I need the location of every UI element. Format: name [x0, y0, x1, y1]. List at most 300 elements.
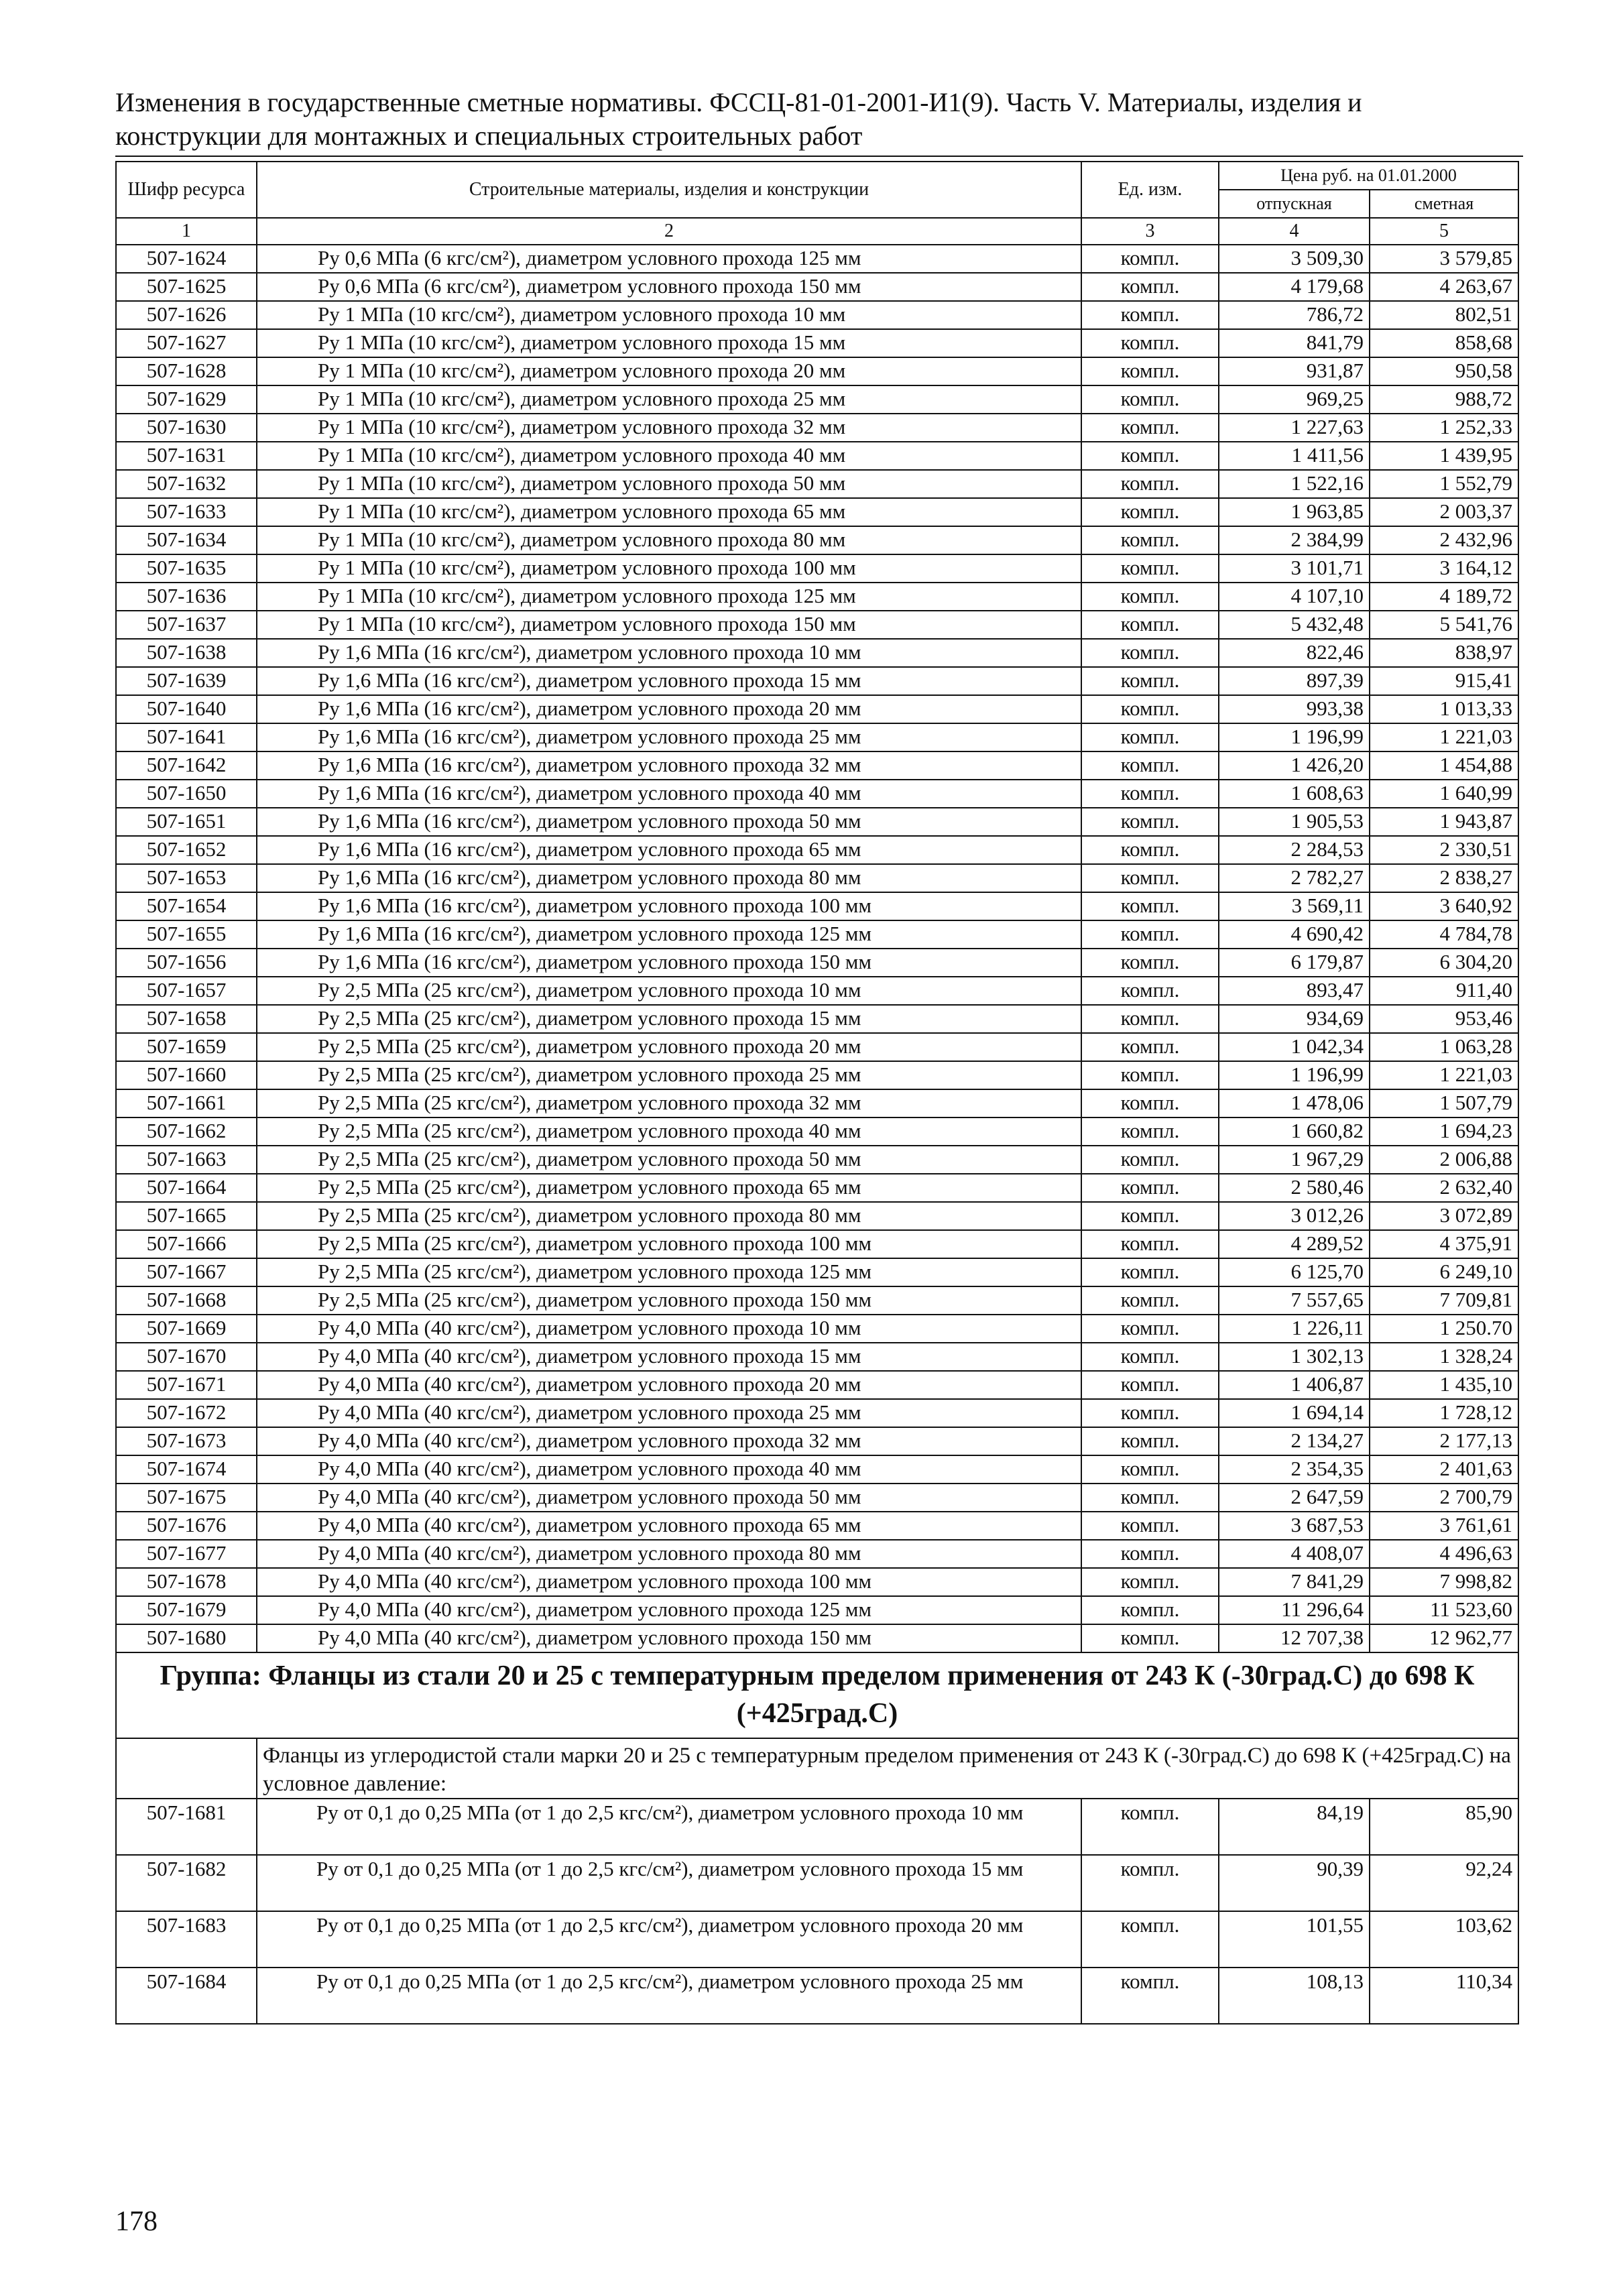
table-row	[116, 751, 1518, 780]
release-price: 934,69	[1219, 1005, 1370, 1033]
unit: компл.	[1081, 1484, 1219, 1512]
table-row	[116, 639, 1518, 667]
estimate-price: 110,34	[1370, 1968, 1518, 2024]
unit: компл.	[1081, 695, 1219, 723]
table-row	[116, 385, 1518, 414]
resource-code: 507-1669	[116, 1315, 257, 1343]
subgroup-title: Фланцы из углеродистой стали марки 20 и 25 с температурным пределом применения от 243 К (-30град.С) до 698 К (+425град.С) на условное давление:	[257, 1738, 1518, 1799]
table-row	[116, 1855, 1518, 1911]
estimate-price: 2 401,63	[1370, 1455, 1518, 1484]
material-name: Ру 1 МПа (10 кгс/см²), диаметром условного прохода 20 мм	[257, 357, 1081, 385]
header-release-price: отпускная	[1219, 190, 1370, 218]
header-line-2: конструкции для монтажных и специальных строительных работ	[115, 121, 863, 151]
material-name: Ру 1,6 МПа (16 кгс/см²), диаметром условного прохода 80 мм	[257, 864, 1081, 892]
estimate-price: 3 761,61	[1370, 1512, 1518, 1540]
resource-code: 507-1672	[116, 1399, 257, 1427]
resource-code: 507-1660	[116, 1061, 257, 1089]
resource-code: 507-1629	[116, 385, 257, 414]
material-name: Ру от 0,1 до 0,25 МПа (от 1 до 2,5 кгс/см²), диаметром условного прохода 20 мм	[257, 1911, 1081, 1968]
release-price: 3 569,11	[1219, 892, 1370, 920]
unit: компл.	[1081, 1596, 1219, 1624]
release-price: 4 107,10	[1219, 583, 1370, 611]
unit: компл.	[1081, 329, 1219, 357]
release-price: 3 687,53	[1219, 1512, 1370, 1540]
resource-code: 507-1678	[116, 1568, 257, 1596]
estimate-price: 7 709,81	[1370, 1286, 1518, 1315]
estimate-price: 1 435,10	[1370, 1371, 1518, 1399]
estimate-price: 988,72	[1370, 385, 1518, 414]
unit: компл.	[1081, 920, 1219, 949]
material-name: Ру 0,6 МПа (6 кгс/см²), диаметром условного прохода 150 мм	[257, 273, 1081, 301]
material-name: Ру 4,0 МПа (40 кгс/см²), диаметром условного прохода 80 мм	[257, 1540, 1081, 1568]
resource-code: 507-1668	[116, 1286, 257, 1315]
resource-code: 507-1626	[116, 301, 257, 329]
estimate-price: 4 263,67	[1370, 273, 1518, 301]
release-price: 897,39	[1219, 667, 1370, 695]
resource-code: 507-1632	[116, 470, 257, 498]
unit: компл.	[1081, 1089, 1219, 1117]
unit: компл.	[1081, 639, 1219, 667]
material-name: Ру 1,6 МПа (16 кгс/см²), диаметром условного прохода 50 мм	[257, 808, 1081, 836]
release-price: 1 963,85	[1219, 498, 1370, 526]
release-price: 7 557,65	[1219, 1286, 1370, 1315]
unit: компл.	[1081, 1399, 1219, 1427]
resource-code: 507-1639	[116, 667, 257, 695]
estimate-price: 4 496,63	[1370, 1540, 1518, 1568]
release-price: 108,13	[1219, 1968, 1370, 2024]
material-name: Ру 2,5 МПа (25 кгс/см²), диаметром условного прохода 32 мм	[257, 1089, 1081, 1117]
release-price: 1 196,99	[1219, 1061, 1370, 1089]
material-name: Ру от 0,1 до 0,25 МПа (от 1 до 2,5 кгс/см²), диаметром условного прохода 25 мм	[257, 1968, 1081, 2024]
table-row	[116, 920, 1518, 949]
unit: компл.	[1081, 301, 1219, 329]
material-name: Ру 1,6 МПа (16 кгс/см²), диаметром условного прохода 10 мм	[257, 639, 1081, 667]
resource-code: 507-1674	[116, 1455, 257, 1484]
material-name: Ру 1 МПа (10 кгс/см²), диаметром условного прохода 15 мм	[257, 329, 1081, 357]
table-row	[116, 892, 1518, 920]
material-name: Ру 1,6 МПа (16 кгс/см²), диаметром условного прохода 32 мм	[257, 751, 1081, 780]
table-row	[116, 667, 1518, 695]
unit: компл.	[1081, 1968, 1219, 2024]
release-price: 969,25	[1219, 385, 1370, 414]
material-name: Ру 1 МПа (10 кгс/см²), диаметром условного прохода 40 мм	[257, 442, 1081, 470]
resource-code: 507-1640	[116, 695, 257, 723]
estimate-price: 2 006,88	[1370, 1146, 1518, 1174]
release-price: 2 134,27	[1219, 1427, 1370, 1455]
unit: компл.	[1081, 723, 1219, 751]
resource-code: 507-1635	[116, 554, 257, 583]
estimate-price: 4 189,72	[1370, 583, 1518, 611]
resource-code: 507-1683	[116, 1911, 257, 1968]
unit: компл.	[1081, 385, 1219, 414]
table-row	[116, 1230, 1518, 1258]
header-name: Строительные материалы, изделия и конструкции	[257, 162, 1081, 218]
unit: компл.	[1081, 1033, 1219, 1061]
material-name: Ру 1 МПа (10 кгс/см²), диаметром условного прохода 25 мм	[257, 385, 1081, 414]
group-heading-row	[116, 1652, 1518, 1738]
resource-code: 507-1634	[116, 526, 257, 554]
unit: компл.	[1081, 554, 1219, 583]
material-name: Ру 1 МПа (10 кгс/см²), диаметром условного прохода 65 мм	[257, 498, 1081, 526]
estimate-price: 953,46	[1370, 1005, 1518, 1033]
unit: компл.	[1081, 273, 1219, 301]
table-row	[116, 836, 1518, 864]
unit: компл.	[1081, 667, 1219, 695]
resource-code: 507-1673	[116, 1427, 257, 1455]
material-name: Ру 4,0 МПа (40 кгс/см²), диаметром условного прохода 125 мм	[257, 1596, 1081, 1624]
release-price: 2 782,27	[1219, 864, 1370, 892]
resource-code: 507-1664	[116, 1174, 257, 1202]
unit: компл.	[1081, 1799, 1219, 1855]
table-row	[116, 977, 1518, 1005]
resource-code: 507-1638	[116, 639, 257, 667]
resource-code: 507-1636	[116, 583, 257, 611]
column-number: 3	[1081, 218, 1219, 245]
estimate-price: 1 454,88	[1370, 751, 1518, 780]
estimate-price: 92,24	[1370, 1855, 1518, 1911]
material-name: Ру 0,6 МПа (6 кгс/см²), диаметром условного прохода 125 мм	[257, 245, 1081, 273]
material-name: Ру 2,5 МПа (25 кгс/см²), диаметром условного прохода 150 мм	[257, 1286, 1081, 1315]
release-price: 4 690,42	[1219, 920, 1370, 949]
resource-code: 507-1677	[116, 1540, 257, 1568]
material-name: Ру 1,6 МПа (16 кгс/см²), диаметром условного прохода 20 мм	[257, 695, 1081, 723]
column-number: 2	[257, 218, 1081, 245]
material-name: Ру 1 МПа (10 кгс/см²), диаметром условного прохода 125 мм	[257, 583, 1081, 611]
unit: компл.	[1081, 808, 1219, 836]
resource-code: 507-1624	[116, 245, 257, 273]
release-price: 3 509,30	[1219, 245, 1370, 273]
resource-code: 507-1666	[116, 1230, 257, 1258]
table-row	[116, 1512, 1518, 1540]
resource-code: 507-1670	[116, 1343, 257, 1371]
table-row	[116, 1799, 1518, 1855]
unit: компл.	[1081, 1371, 1219, 1399]
resource-code: 507-1662	[116, 1117, 257, 1146]
estimate-price: 6 304,20	[1370, 949, 1518, 977]
unit: компл.	[1081, 611, 1219, 639]
release-price: 1 478,06	[1219, 1089, 1370, 1117]
estimate-price: 1 552,79	[1370, 470, 1518, 498]
estimate-price: 1 728,12	[1370, 1399, 1518, 1427]
table-row	[116, 414, 1518, 442]
release-price: 11 296,64	[1219, 1596, 1370, 1624]
resource-code: 507-1651	[116, 808, 257, 836]
estimate-price: 2 432,96	[1370, 526, 1518, 554]
release-price: 931,87	[1219, 357, 1370, 385]
table-row	[116, 1315, 1518, 1343]
unit: компл.	[1081, 1855, 1219, 1911]
table-row	[116, 1174, 1518, 1202]
unit: компл.	[1081, 470, 1219, 498]
release-price: 1 905,53	[1219, 808, 1370, 836]
material-name: Ру 4,0 МПа (40 кгс/см²), диаметром условного прохода 25 мм	[257, 1399, 1081, 1427]
table-row	[116, 1117, 1518, 1146]
estimate-price: 11 523,60	[1370, 1596, 1518, 1624]
resource-code: 507-1679	[116, 1596, 257, 1624]
resource-code: 507-1630	[116, 414, 257, 442]
release-price: 90,39	[1219, 1855, 1370, 1911]
estimate-price: 2 003,37	[1370, 498, 1518, 526]
release-price: 3 101,71	[1219, 554, 1370, 583]
unit: компл.	[1081, 1005, 1219, 1033]
material-name: Ру 1,6 МПа (16 кгс/см²), диаметром условного прохода 100 мм	[257, 892, 1081, 920]
table-row	[116, 808, 1518, 836]
estimate-price: 3 579,85	[1370, 245, 1518, 273]
resource-code: 507-1631	[116, 442, 257, 470]
material-name: Ру 4,0 МПа (40 кгс/см²), диаметром условного прохода 40 мм	[257, 1455, 1081, 1484]
material-name: Ру 4,0 МПа (40 кгс/см²), диаметром условного прохода 15 мм	[257, 1343, 1081, 1371]
resource-code: 507-1663	[116, 1146, 257, 1174]
release-price: 1 608,63	[1219, 780, 1370, 808]
header-estimate-price: сметная	[1370, 190, 1518, 218]
unit: компл.	[1081, 1512, 1219, 1540]
table-row	[116, 329, 1518, 357]
unit: компл.	[1081, 1315, 1219, 1343]
table-row	[116, 357, 1518, 385]
material-name: Ру 2,5 МПа (25 кгс/см²), диаметром условного прохода 100 мм	[257, 1230, 1081, 1258]
resource-code: 507-1684	[116, 1968, 257, 2024]
estimate-price: 5 541,76	[1370, 611, 1518, 639]
table-row	[116, 1202, 1518, 1230]
table-row	[116, 1484, 1518, 1512]
unit: компл.	[1081, 1061, 1219, 1089]
resource-code: 507-1659	[116, 1033, 257, 1061]
estimate-price: 950,58	[1370, 357, 1518, 385]
material-name: Ру 1 МПа (10 кгс/см²), диаметром условного прохода 50 мм	[257, 470, 1081, 498]
unit: компл.	[1081, 1343, 1219, 1371]
table-row	[116, 1089, 1518, 1117]
release-price: 893,47	[1219, 977, 1370, 1005]
release-price: 101,55	[1219, 1911, 1370, 1968]
header-line-1: Изменения в государственные сметные нормативы. ФССЦ-81-01-2001-И1(9). Часть V. Материалы, изделия и	[115, 87, 1362, 117]
table-row	[116, 1005, 1518, 1033]
release-price: 7 841,29	[1219, 1568, 1370, 1596]
material-name: Ру 1 МПа (10 кгс/см²), диаметром условного прохода 80 мм	[257, 526, 1081, 554]
estimate-price: 1 694,23	[1370, 1117, 1518, 1146]
table-row	[116, 864, 1518, 892]
table-row	[116, 695, 1518, 723]
resource-code: 507-1653	[116, 864, 257, 892]
estimate-price: 1 328,24	[1370, 1343, 1518, 1371]
material-name: Ру 4,0 МПа (40 кгс/см²), диаметром условного прохода 10 мм	[257, 1315, 1081, 1343]
table-row	[116, 1146, 1518, 1174]
column-number: 5	[1370, 218, 1518, 245]
estimate-price: 1 640,99	[1370, 780, 1518, 808]
material-name: Ру 4,0 МПа (40 кгс/см²), диаметром условного прохода 50 мм	[257, 1484, 1081, 1512]
estimate-price: 85,90	[1370, 1799, 1518, 1855]
material-name: Ру 2,5 МПа (25 кгс/см²), диаметром условного прохода 125 мм	[257, 1258, 1081, 1286]
release-price: 2 647,59	[1219, 1484, 1370, 1512]
material-name: Ру 1,6 МПа (16 кгс/см²), диаметром условного прохода 15 мм	[257, 667, 1081, 695]
table-row	[116, 1624, 1518, 1652]
header-code: Шифр ресурса	[116, 162, 257, 218]
release-price: 2 384,99	[1219, 526, 1370, 554]
material-name: Ру 2,5 МПа (25 кгс/см²), диаметром условного прохода 10 мм	[257, 977, 1081, 1005]
material-name: Ру 2,5 МПа (25 кгс/см²), диаметром условного прохода 65 мм	[257, 1174, 1081, 1202]
resource-code: 507-1682	[116, 1855, 257, 1911]
resource-code: 507-1661	[116, 1089, 257, 1117]
material-name: Ру 2,5 МПа (25 кгс/см²), диаметром условного прохода 40 мм	[257, 1117, 1081, 1146]
unit: компл.	[1081, 442, 1219, 470]
material-name: Ру 1,6 МПа (16 кгс/см²), диаметром условного прохода 40 мм	[257, 780, 1081, 808]
release-price: 993,38	[1219, 695, 1370, 723]
estimate-price: 1 013,33	[1370, 695, 1518, 723]
table-row	[116, 245, 1518, 273]
resource-code: 507-1657	[116, 977, 257, 1005]
material-name: Ру 4,0 МПа (40 кгс/см²), диаметром условного прохода 20 мм	[257, 1371, 1081, 1399]
unit: компл.	[1081, 864, 1219, 892]
release-price: 6 179,87	[1219, 949, 1370, 977]
group-title: Группа: Фланцы из стали 20 и 25 с температурным пределом применения от 243 К (-30град.С) до 698 К (+425град.С)	[116, 1652, 1518, 1738]
estimate-price: 103,62	[1370, 1911, 1518, 1968]
estimate-price: 3 164,12	[1370, 554, 1518, 583]
unit: компл.	[1081, 1117, 1219, 1146]
release-price: 5 432,48	[1219, 611, 1370, 639]
release-price: 84,19	[1219, 1799, 1370, 1855]
release-price: 1 967,29	[1219, 1146, 1370, 1174]
page-number: 178	[115, 2206, 158, 2237]
resource-code: 507-1656	[116, 949, 257, 977]
resource-code: 507-1654	[116, 892, 257, 920]
release-price: 1 660,82	[1219, 1117, 1370, 1146]
table-row	[116, 723, 1518, 751]
table-row	[116, 780, 1518, 808]
column-number: 1	[116, 218, 257, 245]
estimate-price: 2 632,40	[1370, 1174, 1518, 1202]
unit: компл.	[1081, 1174, 1219, 1202]
release-price: 1 406,87	[1219, 1371, 1370, 1399]
header-price: Цена руб. на 01.01.2000	[1219, 162, 1518, 190]
release-price: 2 354,35	[1219, 1455, 1370, 1484]
resource-code: 507-1681	[116, 1799, 257, 1855]
resource-code: 507-1671	[116, 1371, 257, 1399]
unit: компл.	[1081, 1286, 1219, 1315]
release-price: 6 125,70	[1219, 1258, 1370, 1286]
estimate-price: 915,41	[1370, 667, 1518, 695]
material-name: Ру 1 МПа (10 кгс/см²), диаметром условного прохода 32 мм	[257, 414, 1081, 442]
header-unit: Ед. изм.	[1081, 162, 1219, 218]
resource-code: 507-1628	[116, 357, 257, 385]
material-name: Ру 2,5 МПа (25 кгс/см²), диаметром условного прохода 25 мм	[257, 1061, 1081, 1089]
release-price: 822,46	[1219, 639, 1370, 667]
table-row	[116, 498, 1518, 526]
unit: компл.	[1081, 357, 1219, 385]
material-name: Ру 4,0 МПа (40 кгс/см²), диаметром условного прохода 65 мм	[257, 1512, 1081, 1540]
estimate-price: 858,68	[1370, 329, 1518, 357]
table-row	[116, 1968, 1518, 2024]
unit: компл.	[1081, 780, 1219, 808]
unit: компл.	[1081, 1146, 1219, 1174]
table-row	[116, 1540, 1518, 1568]
material-name: Ру 1 МПа (10 кгс/см²), диаметром условного прохода 150 мм	[257, 611, 1081, 639]
unit: компл.	[1081, 498, 1219, 526]
unit: компл.	[1081, 1911, 1219, 1968]
release-price: 4 408,07	[1219, 1540, 1370, 1568]
estimate-price: 12 962,77	[1370, 1624, 1518, 1652]
release-price: 1 411,56	[1219, 442, 1370, 470]
material-name: Ру 1 МПа (10 кгс/см²), диаметром условного прохода 10 мм	[257, 301, 1081, 329]
release-price: 1 227,63	[1219, 414, 1370, 442]
table-row	[116, 1371, 1518, 1399]
resource-code: 507-1652	[116, 836, 257, 864]
estimate-price: 6 249,10	[1370, 1258, 1518, 1286]
table-row	[116, 1258, 1518, 1286]
unit: компл.	[1081, 1540, 1219, 1568]
table-row	[116, 1286, 1518, 1315]
release-price: 1 226,11	[1219, 1315, 1370, 1343]
resource-code: 507-1627	[116, 329, 257, 357]
unit: компл.	[1081, 1258, 1219, 1286]
estimate-price: 1 221,03	[1370, 723, 1518, 751]
column-number-row	[116, 218, 1518, 245]
unit: компл.	[1081, 583, 1219, 611]
estimate-price: 2 177,13	[1370, 1427, 1518, 1455]
estimate-price: 1 221,03	[1370, 1061, 1518, 1089]
resource-code: 507-1650	[116, 780, 257, 808]
estimate-price: 2 330,51	[1370, 836, 1518, 864]
unit: компл.	[1081, 1202, 1219, 1230]
material-name: Ру 1,6 МПа (16 кгс/см²), диаметром условного прохода 125 мм	[257, 920, 1081, 949]
release-price: 1 426,20	[1219, 751, 1370, 780]
unit: компл.	[1081, 949, 1219, 977]
unit: компл.	[1081, 1230, 1219, 1258]
table-row	[116, 470, 1518, 498]
estimate-price: 2 838,27	[1370, 864, 1518, 892]
estimate-price: 1 507,79	[1370, 1089, 1518, 1117]
material-name: Ру 2,5 МПа (25 кгс/см²), диаметром условного прохода 50 мм	[257, 1146, 1081, 1174]
unit: компл.	[1081, 1427, 1219, 1455]
estimate-price: 4 375,91	[1370, 1230, 1518, 1258]
table-row	[116, 1596, 1518, 1624]
release-price: 3 012,26	[1219, 1202, 1370, 1230]
resource-code: 507-1637	[116, 611, 257, 639]
estimate-price: 911,40	[1370, 977, 1518, 1005]
estimate-price: 2 700,79	[1370, 1484, 1518, 1512]
unit: компл.	[1081, 526, 1219, 554]
estimate-price: 838,97	[1370, 639, 1518, 667]
estimate-price: 1 250.70	[1370, 1315, 1518, 1343]
table-row	[116, 1568, 1518, 1596]
unit: компл.	[1081, 836, 1219, 864]
table-row	[116, 1343, 1518, 1371]
estimate-price: 4 784,78	[1370, 920, 1518, 949]
material-name: Ру 2,5 МПа (25 кгс/см²), диаметром условного прохода 80 мм	[257, 1202, 1081, 1230]
estimate-price: 1 252,33	[1370, 414, 1518, 442]
release-price: 4 179,68	[1219, 273, 1370, 301]
column-number: 4	[1219, 218, 1370, 245]
table-row	[116, 583, 1518, 611]
release-price: 786,72	[1219, 301, 1370, 329]
resource-code: 507-1680	[116, 1624, 257, 1652]
page-header	[115, 86, 1523, 153]
resource-code: 507-1675	[116, 1484, 257, 1512]
material-name: Ру 4,0 МПа (40 кгс/см²), диаметром условного прохода 100 мм	[257, 1568, 1081, 1596]
release-price: 2 580,46	[1219, 1174, 1370, 1202]
estimate-price: 1 943,87	[1370, 808, 1518, 836]
resource-price-table	[115, 161, 1519, 2025]
table-header-row	[116, 162, 1518, 190]
material-name: Ру 1,6 МПа (16 кгс/см²), диаметром условного прохода 25 мм	[257, 723, 1081, 751]
release-price: 841,79	[1219, 329, 1370, 357]
unit: компл.	[1081, 1568, 1219, 1596]
unit: компл.	[1081, 414, 1219, 442]
estimate-price: 3 072,89	[1370, 1202, 1518, 1230]
header-divider	[115, 156, 1523, 157]
estimate-price: 3 640,92	[1370, 892, 1518, 920]
table-row	[116, 273, 1518, 301]
material-name: Ру 1,6 МПа (16 кгс/см²), диаметром условного прохода 150 мм	[257, 949, 1081, 977]
material-name: Ру 1,6 МПа (16 кгс/см²), диаметром условного прохода 65 мм	[257, 836, 1081, 864]
